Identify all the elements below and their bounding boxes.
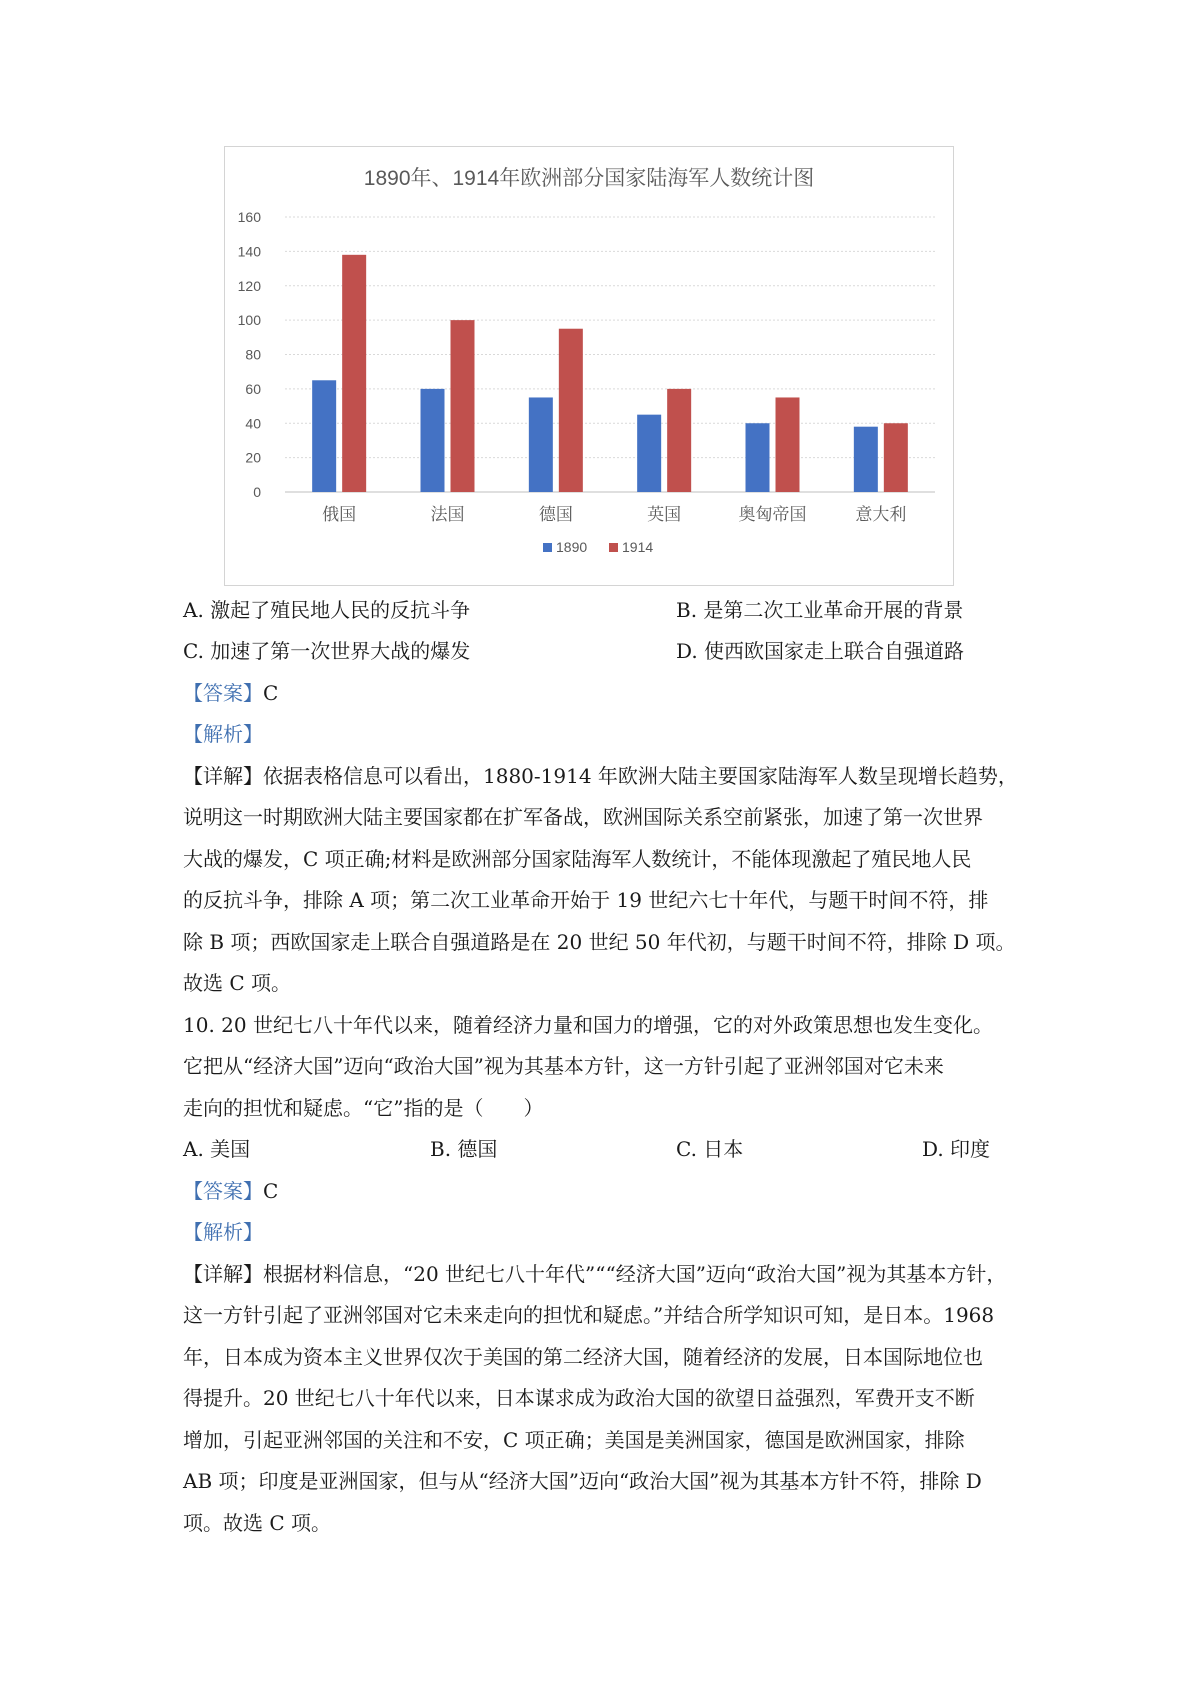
q9-detail-line-4: 的反抗斗争，排除 A 项；第二次工业革命开始于 19 世纪六七十年代，与题干时间不符，排: [183, 888, 989, 912]
q10-detail-line-4: 得提升。20 世纪七八十年代以来，日本谋求成为政治大国的欲望日益强烈，军费开支不断: [183, 1386, 975, 1410]
legend-swatch-1914: [609, 543, 618, 552]
q9-option-b: B. 是第二次工业革命开展的背景: [676, 598, 964, 622]
y-tick-label: 120: [237, 277, 261, 294]
legend-swatch-1890: [543, 543, 552, 552]
bar-1890-意大利: [854, 427, 878, 492]
x-tick-label: 法国: [430, 505, 465, 524]
x-tick-label: 德国: [538, 505, 573, 524]
q10-stem-line-1: 10. 20 世纪七八十年代以来，随着经济力量和国力的增强，它的对外政策思想也发生变化。: [183, 1013, 993, 1037]
y-tick-label: 100: [237, 312, 261, 329]
q9-detail-line-3: 大战的爆发，C 项正确;材料是欧洲部分国家陆海军人数统计，不能体现激起了殖民地人民: [183, 847, 972, 871]
q10-detail-line-3: 年，日本成为资本主义世界仅次于美国的第二经济大国，随着经济的发展，日本国际地位也: [183, 1345, 983, 1369]
bar-1890-法国: [421, 389, 445, 492]
q10-analysis-tag: 【解析】: [183, 1220, 263, 1244]
q9-detail-line-2: 说明这一时期欧洲大陆主要国家都在扩军备战，欧洲国际关系空前紧张，加速了第一次世界: [183, 805, 983, 829]
x-tick-label: 意大利: [855, 505, 907, 524]
q10-stem-line-3: 走向的担忧和疑虑。“它”指的是（ ）: [183, 1096, 544, 1120]
x-tick-label: 奥匈帝国: [738, 505, 807, 524]
q9-answer-line: [183, 679, 278, 707]
q9-option-a: A. 激起了殖民地人民的反抗斗争: [183, 598, 471, 622]
q10-answer: C: [263, 1179, 279, 1203]
q10-option-b: B. 德国: [430, 1137, 498, 1161]
y-tick-label: 80: [245, 346, 261, 363]
bar-1914-意大利: [884, 423, 908, 492]
bar-1914-德国: [559, 329, 583, 492]
y-tick-label: 140: [237, 243, 261, 260]
q9-option-c: C. 加速了第一次世界大战的爆发: [183, 639, 471, 663]
bar-chart: [224, 146, 954, 586]
q9-answer: C: [263, 681, 279, 705]
bar-1914-俄国: [342, 255, 366, 492]
q10-detail-line-5: 增加，引起亚洲邻国的关注和不安，C 项正确；美国是美洲国家，德国是欧洲国家，排除: [183, 1428, 965, 1452]
y-tick-label: 20: [245, 449, 261, 466]
q10-stem-line-2: 它把从“经济大国”迈向“政治大国”视为其基本方针，这一方针引起了亚洲邻国对它未来: [183, 1054, 944, 1078]
q10-answer-line: [183, 1177, 278, 1205]
chart-canvas: [225, 147, 953, 585]
q10-detail-line-7: 项。故选 C 项。: [183, 1511, 332, 1535]
y-tick-label: 60: [245, 380, 261, 397]
x-tick-label: 俄国: [322, 505, 357, 524]
q10-detail-line-6: AB 项；印度是亚洲国家，但与从“经济大国”迈向“政治大国”视为其基本方针不符，排除 D: [183, 1469, 982, 1493]
bar-1890-英国: [637, 415, 661, 492]
legend-label-1914: 1914: [622, 539, 654, 555]
bar-1914-法国: [451, 320, 475, 492]
y-tick-label: 0: [253, 484, 261, 500]
y-tick-label: 160: [237, 209, 261, 225]
q9-analysis-tag: 【解析】: [183, 722, 263, 746]
q10-option-a: A. 美国: [183, 1137, 251, 1161]
q10-option-d: D. 印度: [922, 1137, 991, 1161]
legend-label-1890: 1890: [556, 539, 588, 555]
q9-detail-line-1: 【详解】依据表格信息可以看出，1880-1914 年欧洲大陆主要国家陆海军人数呈现增长趋势，: [183, 764, 1018, 788]
chart-title: 1890年、1914年欧洲部分国家陆海军人数统计图: [363, 167, 815, 190]
q10-detail-line-2: 这一方针引起了亚洲邻国对它未来走向的担忧和疑虑。”并结合所学知识可知，是日本。1968: [183, 1303, 995, 1327]
q10-option-c: C. 日本: [676, 1137, 744, 1161]
q9-detail-line-6: 故选 C 项。: [183, 971, 292, 995]
bar-1914-奥匈帝国: [776, 397, 800, 492]
bar-1890-俄国: [312, 380, 336, 492]
y-tick-label: 40: [245, 415, 261, 432]
bar-1890-德国: [529, 397, 553, 492]
x-tick-label: 英国: [647, 505, 682, 524]
bar-1914-英国: [667, 389, 691, 492]
q9-detail-line-5: 除 B 项；西欧国家走上联合自强道路是在 20 世纪 50 年代初，与题干时间不符，排除 D 项。: [183, 930, 1016, 954]
bar-1890-奥匈帝国: [746, 423, 770, 492]
q9-answer-tag: 【答案】: [183, 681, 263, 705]
q10-answer-tag: 【答案】: [183, 1179, 263, 1203]
q9-option-d: D. 使西欧国家走上联合自强道路: [676, 639, 965, 663]
q10-detail-line-1: 【详解】根据材料信息，“20 世纪七八十年代”““经济大国”迈向“政治大国”视为其基本方针，: [183, 1262, 1007, 1286]
